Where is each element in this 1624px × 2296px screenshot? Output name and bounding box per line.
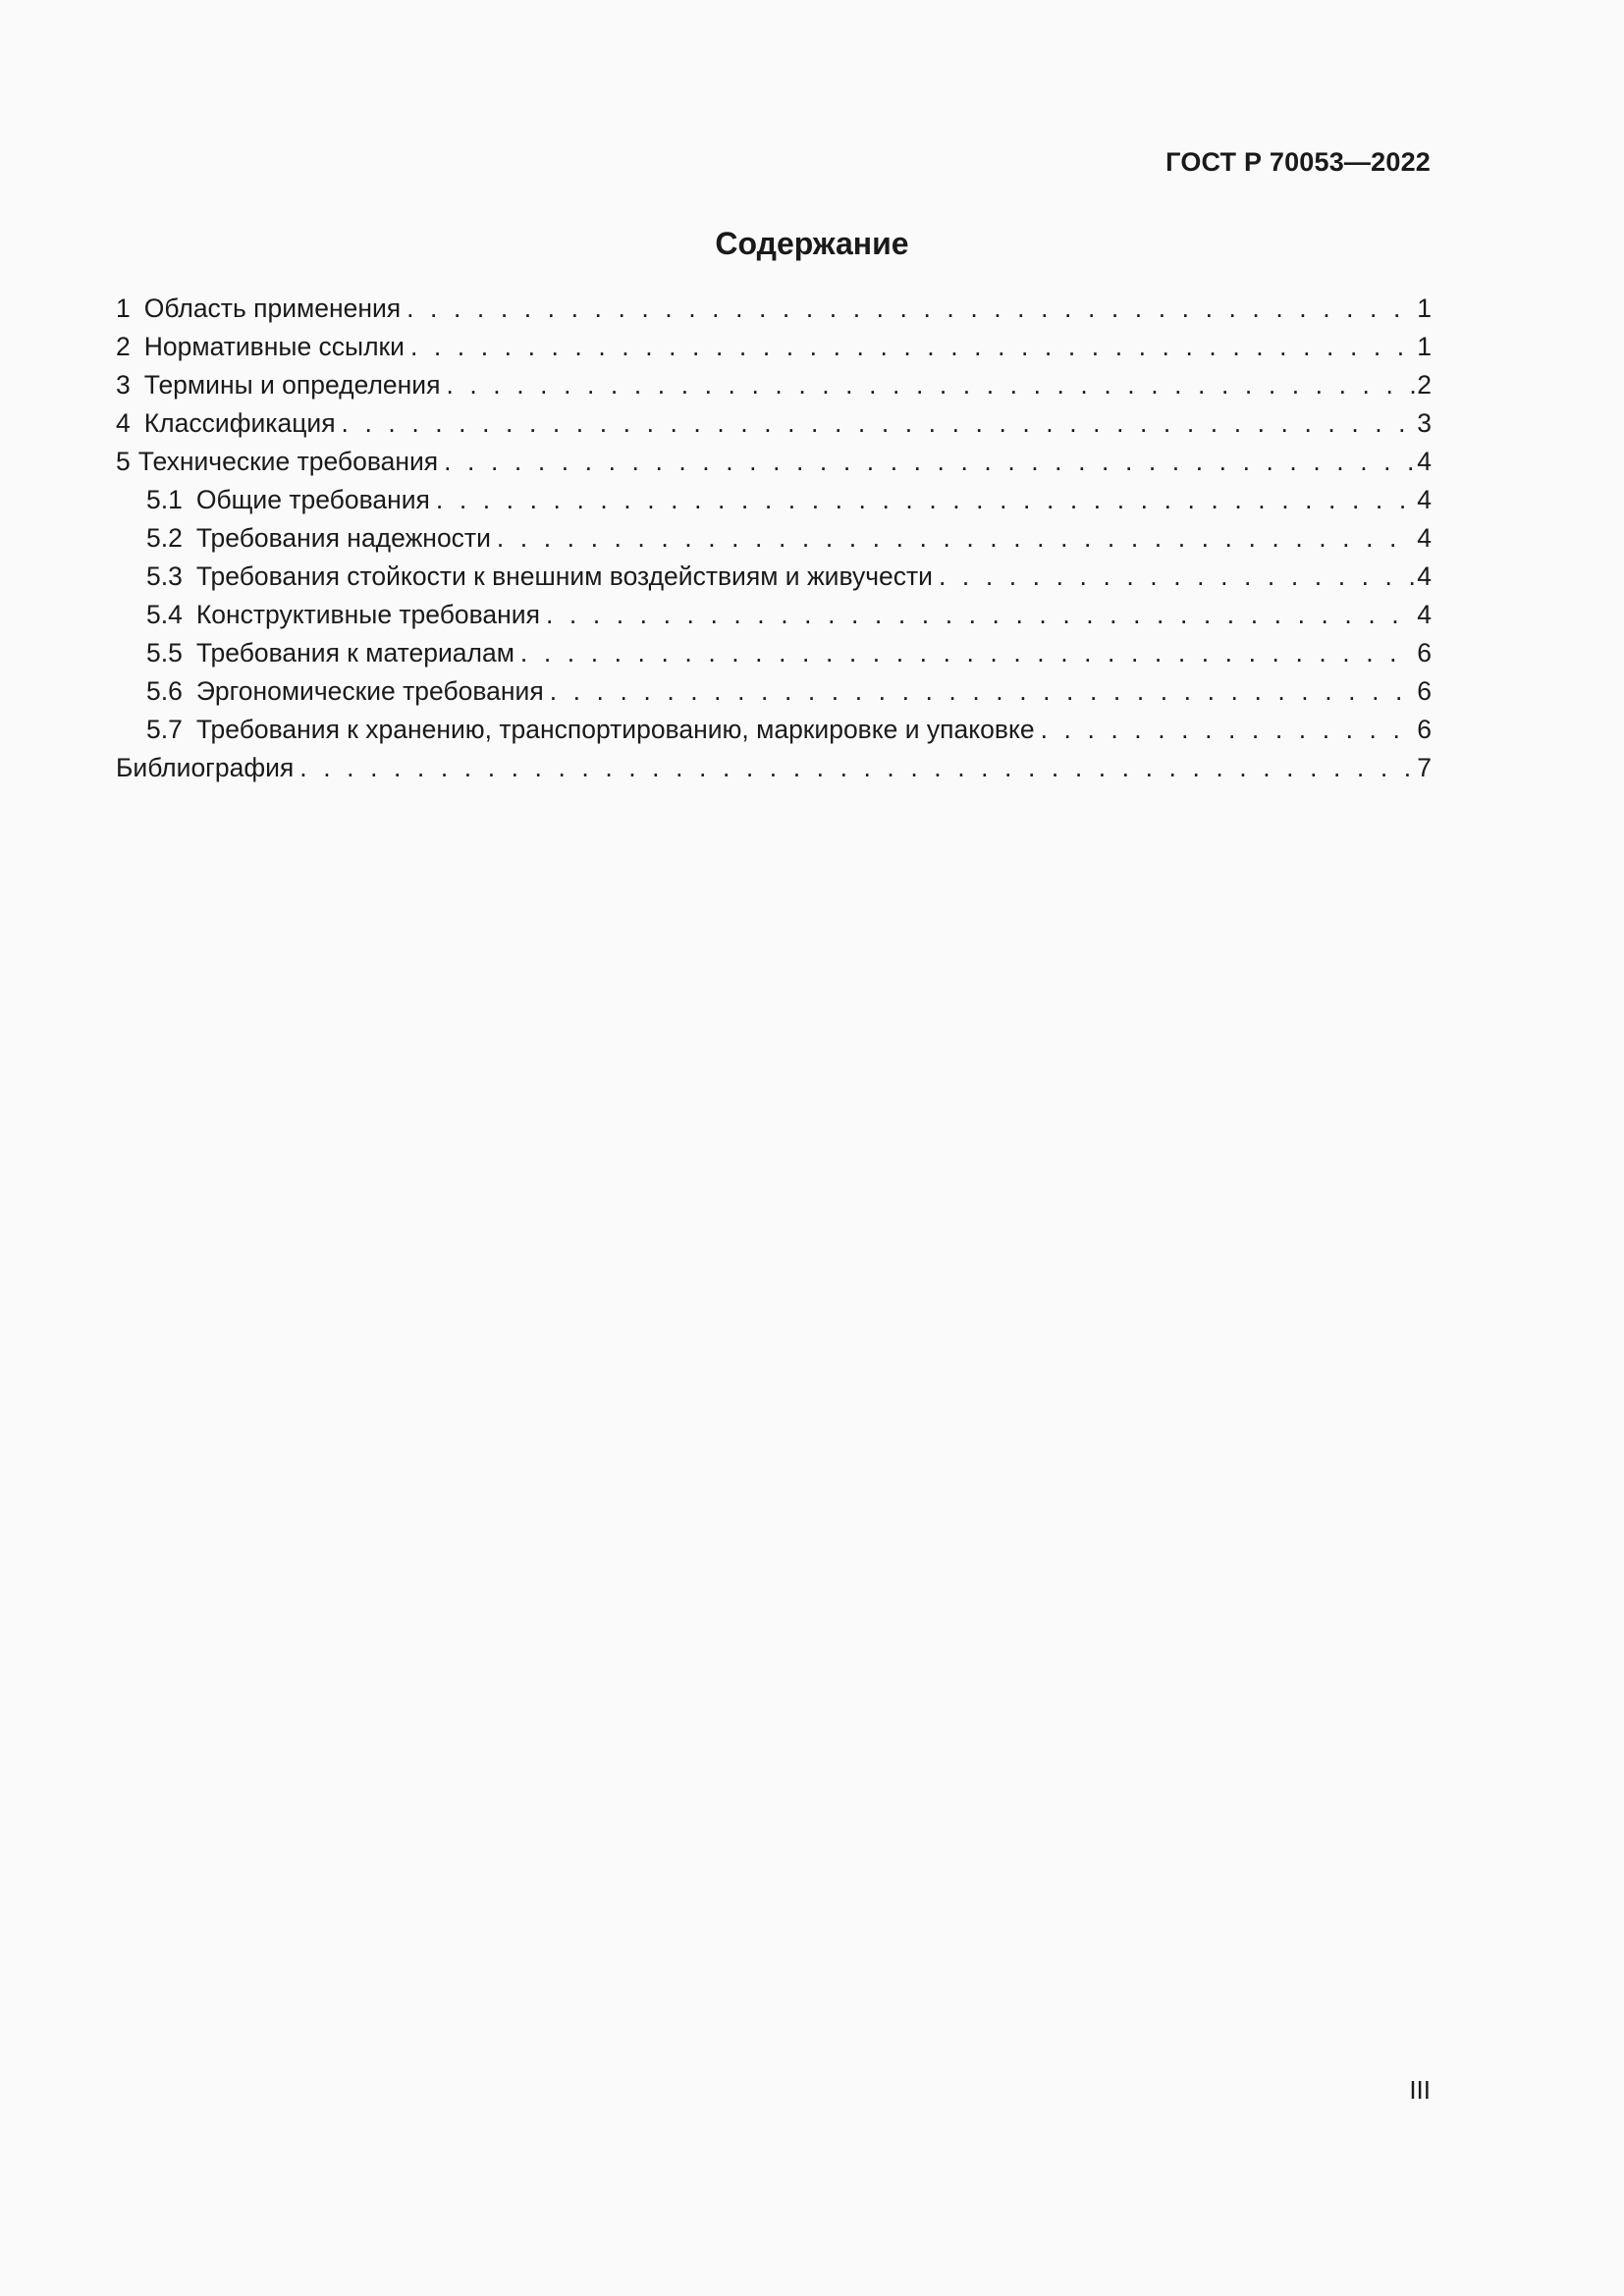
- toc-leader-dots: [550, 672, 1416, 711]
- toc-entry-number: 4: [116, 408, 131, 438]
- toc-entry-number: 5.6: [146, 676, 183, 706]
- toc-entry-number: 5.3: [146, 561, 183, 591]
- toc-entry-number: 5.5: [146, 638, 183, 667]
- toc-entry-label: Требования к материалам: [195, 638, 514, 667]
- toc-leader-dots: [520, 634, 1415, 672]
- toc-entry-page: 6: [1417, 638, 1432, 667]
- page-number: III: [1409, 2075, 1431, 2105]
- toc-entry-page: 4: [1417, 600, 1432, 629]
- toc-leader-dots: [446, 366, 1415, 404]
- toc-entry-label: Область применения: [143, 294, 402, 323]
- toc-entry-page: 2: [1417, 370, 1432, 400]
- toc-leader-dots: [299, 749, 1415, 787]
- toc-leader-dots: [406, 290, 1415, 328]
- toc-entry-page: 1: [1417, 294, 1432, 323]
- table-of-contents: [116, 290, 1432, 787]
- toc-entry-number: 5: [116, 447, 131, 476]
- toc-entry-page: 1: [1417, 332, 1432, 361]
- toc-leader-dots: [497, 519, 1415, 558]
- toc-leader-dots: [436, 481, 1415, 519]
- toc-entry-number: 5.7: [146, 715, 183, 744]
- toc-entry-4[interactable]: [116, 404, 1432, 443]
- toc-entry-3[interactable]: [116, 366, 1432, 404]
- toc-entry-page: 4: [1417, 561, 1432, 591]
- toc-entry-page: 6: [1417, 715, 1432, 744]
- toc-entry-number: 5.1: [146, 485, 183, 514]
- toc-title: Содержание: [715, 226, 909, 261]
- toc-entry-5-5[interactable]: [116, 634, 1432, 672]
- toc-entry-label: Общие требования: [195, 485, 430, 514]
- toc-entry-page: 4: [1417, 447, 1432, 476]
- toc-entry-page: 4: [1417, 485, 1432, 514]
- toc-entry-number: 1: [116, 294, 131, 323]
- toc-entry-label: Требования стойкости к внешним воздействиям и живучести: [195, 561, 933, 591]
- toc-entry-5-4[interactable]: [116, 596, 1432, 634]
- toc-entry-page: 7: [1417, 753, 1432, 782]
- toc-entry-2[interactable]: [116, 328, 1432, 366]
- toc-entry-1[interactable]: [116, 290, 1432, 328]
- toc-entry-label: Конструктивные требования: [195, 600, 540, 629]
- toc-entry-5-2[interactable]: [116, 519, 1432, 558]
- toc-leader-dots: [546, 596, 1415, 634]
- toc-entry-5-1[interactable]: [116, 481, 1432, 519]
- toc-entry-bibliography[interactable]: [116, 749, 1432, 787]
- toc-leader-dots: [939, 558, 1415, 596]
- toc-entry-page: 4: [1417, 523, 1432, 553]
- toc-leader-dots: [444, 443, 1415, 481]
- toc-entry-5-6[interactable]: [116, 672, 1432, 711]
- toc-entry-page: 3: [1417, 408, 1432, 438]
- toc-entry-5[interactable]: [116, 443, 1432, 481]
- toc-entry-number: 5.4: [146, 600, 183, 629]
- toc-leader-dots: [342, 404, 1416, 443]
- toc-entry-number: 2: [116, 332, 131, 361]
- toc-entry-label: Классификация: [143, 408, 336, 438]
- toc-entry-number: 3: [116, 370, 131, 400]
- toc-entry-label: Эргономические требования: [195, 676, 544, 706]
- toc-entry-5-7[interactable]: [116, 711, 1432, 749]
- toc-entry-5-3[interactable]: [116, 558, 1432, 596]
- toc-entry-label: Термины и определения: [143, 370, 441, 400]
- toc-entry-page: 6: [1417, 676, 1432, 706]
- toc-leader-dots: [410, 328, 1415, 366]
- toc-entry-label: Требования надежности: [195, 523, 491, 553]
- toc-entry-number: 5.2: [146, 523, 183, 553]
- toc-leader-dots: [1041, 711, 1416, 749]
- toc-entry-label: Библиография: [116, 753, 295, 782]
- toc-entry-label: Требования к хранению, транспортированию, маркировке и упаковке: [195, 715, 1035, 744]
- document-code: ГОСТ Р 70053—2022: [1165, 147, 1431, 177]
- toc-entry-label: Технические требования: [137, 447, 439, 476]
- toc-entry-label: Нормативные ссылки: [143, 332, 405, 361]
